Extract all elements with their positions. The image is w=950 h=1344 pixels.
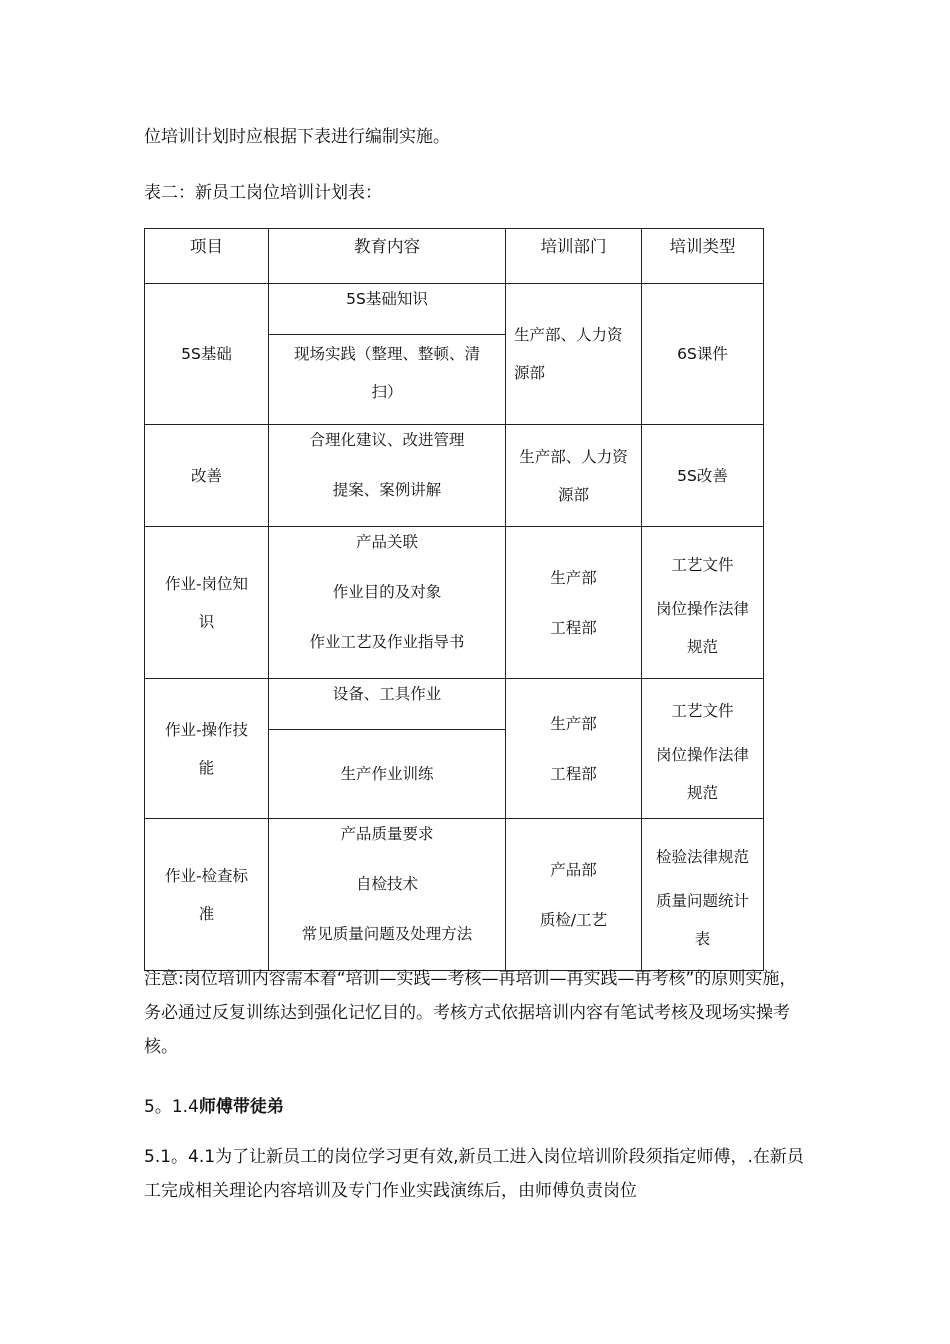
type-line: 岗位操作法律 xyxy=(655,599,749,618)
content-line: 产品质量要求 xyxy=(340,825,434,843)
cell-type xyxy=(642,679,764,819)
dept-line: 生产部 xyxy=(550,714,597,733)
table-header-row xyxy=(145,229,764,284)
header-content: 教育内容 xyxy=(269,229,506,284)
content-line: 生产作业训练 xyxy=(340,765,434,783)
type-line: 5S改善 xyxy=(677,466,728,485)
type-line: 规范 xyxy=(686,637,718,656)
intro-line: 位培训计划时应根据下表进行编制实施。 xyxy=(144,127,450,147)
header-dept: 培训部门 xyxy=(506,229,642,284)
content-line: 作业目的及对象 xyxy=(332,583,442,601)
cell-content xyxy=(269,425,506,527)
header-type: 培训类型 xyxy=(642,229,764,284)
type-line: 检验法律规范 xyxy=(655,847,749,866)
cell-dept xyxy=(506,425,642,527)
training-plan-table xyxy=(144,228,764,971)
dept-line: 工程部 xyxy=(550,764,597,783)
cell-item: 改善 xyxy=(145,425,269,527)
dept-line: 源部 xyxy=(557,485,589,504)
cell-content xyxy=(269,284,506,425)
note-paragraph: 注意:岗位培训内容需本着“培训—实践—考核—再培训—再实践—再考核”的原则实施，务必通过反复训练达到强化记忆目的。考核方式依据培训内容有笔试考核及现场实操考核。 xyxy=(144,969,797,1057)
section-heading xyxy=(144,1094,284,1120)
dept-line: 工程部 xyxy=(550,618,597,637)
type-line: 岗位操作法律 xyxy=(655,745,749,764)
cell-type xyxy=(642,819,764,971)
table-row xyxy=(145,819,764,971)
content-line: 合理化建议、改进管理 xyxy=(309,431,465,449)
table-row xyxy=(145,425,764,527)
section-number: 5。1.4 xyxy=(144,1097,199,1117)
type-line: 工艺文件 xyxy=(671,555,734,574)
type-line: 工艺文件 xyxy=(671,701,734,720)
header-item: 项目 xyxy=(145,229,269,284)
dept-line: 产品部 xyxy=(550,860,597,879)
table-row xyxy=(145,284,764,425)
cell-dept xyxy=(506,527,642,679)
table-row xyxy=(145,679,764,819)
cell-type xyxy=(642,425,764,527)
cell-item: 作业-检查标 准 xyxy=(145,819,269,971)
content-line: 产品关联 xyxy=(355,533,418,551)
cell-content xyxy=(269,819,506,971)
cell-type xyxy=(642,284,764,425)
section-title: 师傅带徒弟 xyxy=(198,1097,284,1117)
cell-content xyxy=(269,679,506,819)
content-line: 自检技术 xyxy=(355,875,418,893)
body-paragraph: 5.1。4.1为了让新员工的岗位学习更有效,新员工进入岗位培训阶段须指定师傅，.在新员工完成相关理论内容培训及专门作业实践演练后，由师傅负责岗位 xyxy=(144,1147,804,1201)
content-line: 设备、工具作业 xyxy=(332,685,442,703)
dept-line: 生产部 xyxy=(550,568,597,587)
cell-content xyxy=(269,527,506,679)
cell-item: 作业-岗位知 识 xyxy=(145,527,269,679)
cell-item: 5S基础 xyxy=(145,284,269,425)
type-line: 6S课件 xyxy=(677,345,728,363)
cell-dept xyxy=(506,679,642,819)
dept-line: 生产部、人力资 xyxy=(519,447,628,466)
type-line: 表 xyxy=(694,929,711,948)
content-line: 扫） xyxy=(371,383,403,401)
cell-dept xyxy=(506,819,642,971)
dept-line: 源部 xyxy=(514,364,546,382)
type-line: 规范 xyxy=(686,783,718,802)
type-line: 质量问题统计 xyxy=(655,891,749,910)
content-line: 现场实践（整理、整顿、清 xyxy=(293,345,480,363)
dept-line: 生产部、人力资 xyxy=(514,326,623,344)
content-line: 提案、案例讲解 xyxy=(332,481,442,499)
dept-line: 质检/工艺 xyxy=(539,910,608,929)
table-row xyxy=(145,527,764,679)
table-title: 表二：新员工岗位培训计划表： xyxy=(144,183,382,203)
cell-dept xyxy=(506,284,642,425)
content-line: 5S基础知识 xyxy=(346,290,428,308)
content-line: 常见质量问题及处理方法 xyxy=(301,925,473,943)
content-line: 作业工艺及作业指导书 xyxy=(309,633,465,651)
cell-type xyxy=(642,527,764,679)
cell-item: 作业-操作技 能 xyxy=(145,679,269,819)
